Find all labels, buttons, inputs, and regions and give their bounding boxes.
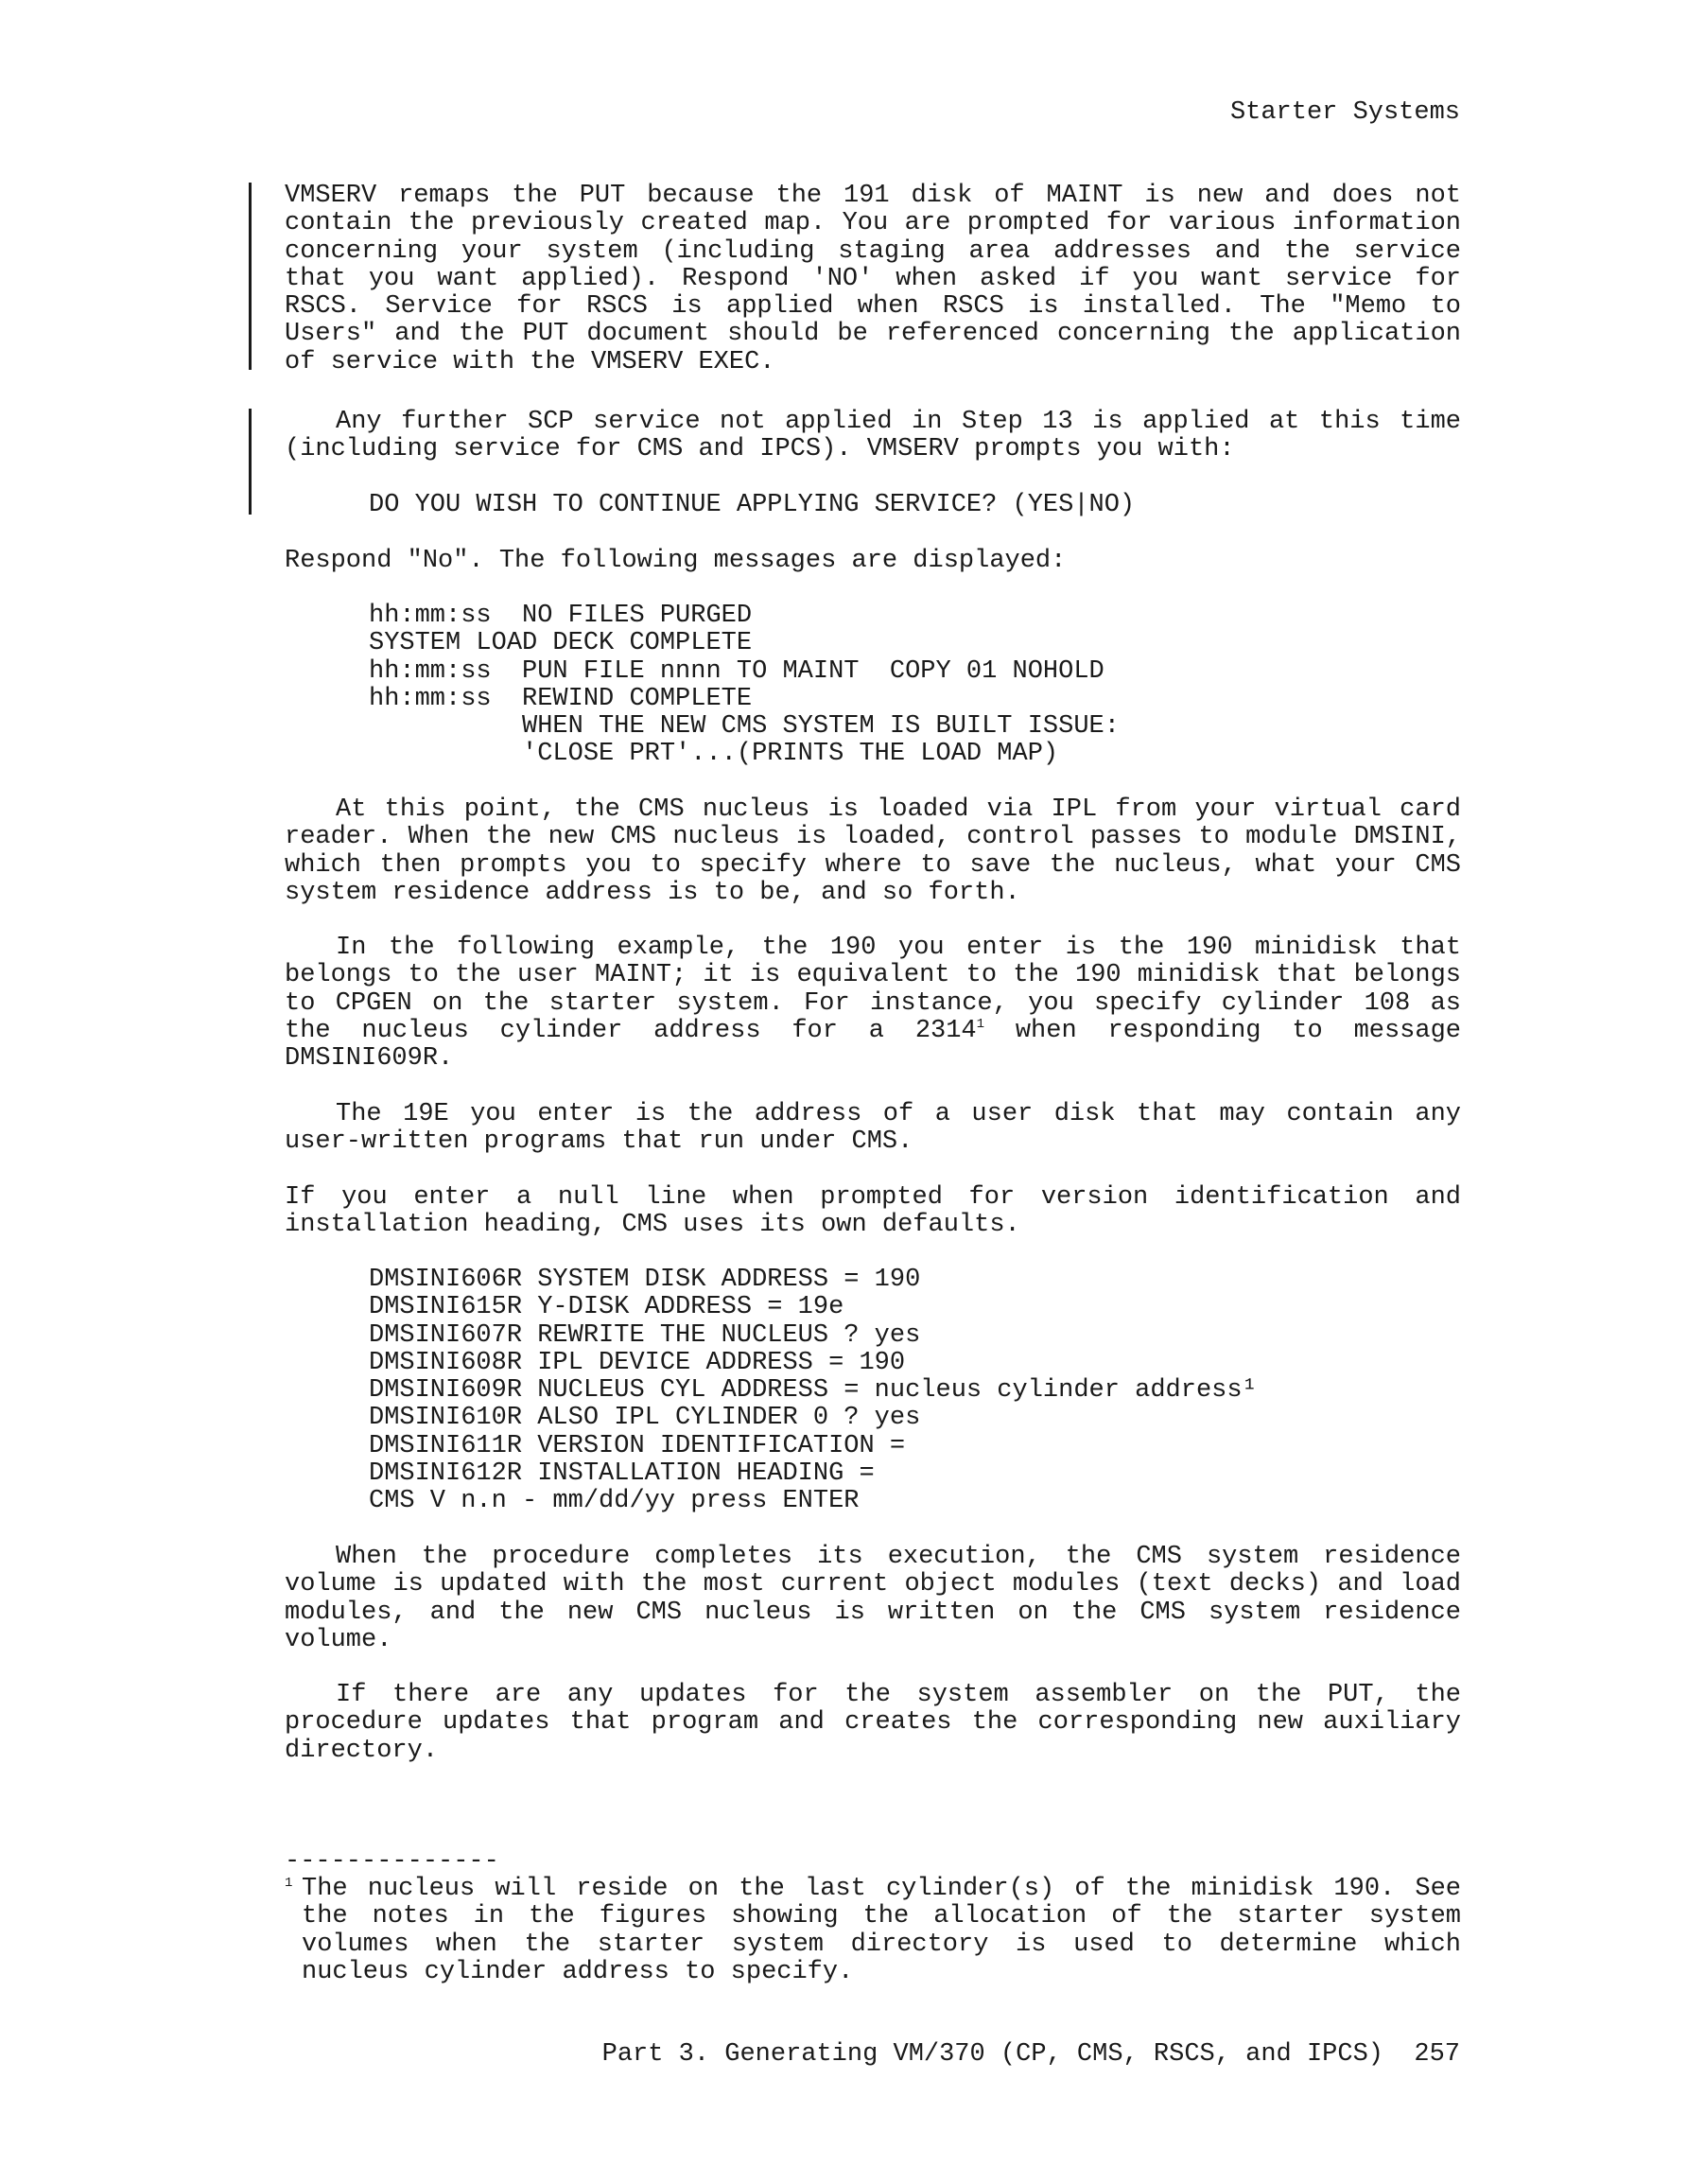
message-line: SYSTEM LOAD DECK COMPLETE	[369, 629, 753, 658]
dmsini-line: DMSINI612R INSTALLATION HEADING =	[369, 1459, 875, 1489]
dmsini-line: CMS V n.n - mm/dd/yy press ENTER	[369, 1487, 860, 1516]
dmsini-line: DMSINI609R NUCLEUS CYL ADDRESS = nucleus cylinder address¹	[369, 1376, 1258, 1406]
page-footer	[602, 2041, 1460, 2069]
dmsini-line: DMSINI611R VERSION IDENTIFICATION =	[369, 1431, 906, 1460]
footnote-text: The nucleus will reside on the last cylinder(s) of the minidisk 190. See the notes in the figures showing the allocation of the starter system volumes when the starter system directory is used to determine which nucleus cylinder address to specify.	[302, 1875, 1461, 1986]
dmsini-line: DMSINI608R IPL DEVICE ADDRESS = 190	[369, 1348, 906, 1377]
footnote-reference: 1	[976, 1016, 985, 1032]
message-line: hh:mm:ss NO FILES PURGED	[369, 602, 753, 630]
paragraph-text: In the following example, the 190 you enter is the 190 minidisk that belongs to the user MAINT; it is equivalent to the 190 minidisk that belongs to CPGEN on the starter system. For instance, you specify cylinder 108 as the nucleus cylinder address for a 2314	[285, 934, 1461, 1045]
message-line: WHEN THE NEW CMS SYSTEM IS BUILT ISSUE:	[369, 712, 1120, 742]
footnote: 1 The nucleus will reside on the last cylinder(s) of the minidisk 190. See the notes in the figures showing the allocation of the starter system volumes when the starter system directory is used to determine which nucleus cylinder address to specify.	[285, 1875, 1461, 1986]
dmsini-block	[369, 1267, 1258, 1516]
dmsini-line: DMSINI606R SYSTEM DISK ADDRESS = 190	[369, 1266, 921, 1294]
running-header: Starter Systems	[1229, 98, 1460, 127]
message-line: hh:mm:ss REWIND COMPLETE	[369, 684, 753, 713]
paragraph-cms-nucleus: At this point, the CMS nucleus is loaded via IPL from your virtual card reader. When the new CMS nucleus is loaded, control passes to module DMSINI, which then prompts you to specify where to save the nucleus, what your CMS system residence address is to be, and so forth.	[285, 795, 1461, 907]
paragraph-assembler-updates: If there are any updates for the system assembler on the PUT, the procedure updates that program and creates the corresponding new auxiliary directory.	[285, 1681, 1461, 1765]
message-line: 'CLOSE PRT'...(PRINTS THE LOAD MAP)	[369, 740, 1059, 769]
dmsini-line: DMSINI615R Y-DISK ADDRESS = 19e	[369, 1293, 844, 1322]
paragraph-text: when responding to message DMSINI609R.	[285, 1016, 1461, 1074]
dmsini-line: DMSINI610R ALSO IPL CYLINDER 0 ? yes	[369, 1404, 921, 1433]
footnote-rule: --------------	[285, 1847, 499, 1876]
dmsini-line: DMSINI607R REWRITE THE NUCLEUS ? yes	[369, 1320, 921, 1350]
paragraph-vmserv-remap: VMSERV remaps the PUT because the 191 disk of MAINT is new and does not contain the previously created map. You are prompted for various information concerning your system (including staging area addresses and the service that you want applied). Respond 'NO' when asked if you want service for RSCS. Service for RSCS is applied when RSCS is installed. The "Memo to Users" and the PUT document should be referenced concerning the application of service with the VMSERV EXEC.	[285, 182, 1461, 376]
revision-bar	[249, 183, 252, 370]
paragraph-null-line: If you enter a null line when prompted for version identification and installation heading, CMS uses its own defaults.	[285, 1183, 1461, 1240]
paragraph-respond-no: Respond "No". The following messages are displayed:	[285, 547, 1067, 575]
paragraph-190-example	[285, 935, 1461, 1073]
paragraph-scp-service: Any further SCP service not applied in Step 13 is applied at this time (including service for CMS and IPCS). VMSERV prompts you with:	[285, 408, 1461, 464]
messages-block	[369, 603, 1120, 769]
paragraph-procedure-completes: When the procedure completes its execution, the CMS system residence volume is updated with the most current object modules (text decks) and load modules, and the new CMS nucleus is written on the CMS system residence volume.	[285, 1543, 1461, 1654]
revision-bar	[249, 409, 252, 515]
page-number: 257	[1414, 2040, 1460, 2069]
paragraph-19e: The 19E you enter is the address of a user disk that may contain any user-written programs that run under CMS.	[285, 1100, 1461, 1157]
footer-title: Part 3. Generating VM/370 (CP, CMS, RSCS, and IPCS)	[601, 2040, 1383, 2069]
service-prompt: DO YOU WISH TO CONTINUE APPLYING SERVICE? (YES|NO)	[369, 491, 1136, 519]
message-line: hh:mm:ss PUN FILE nnnn TO MAINT COPY 01 NOHOLD	[369, 656, 1104, 686]
